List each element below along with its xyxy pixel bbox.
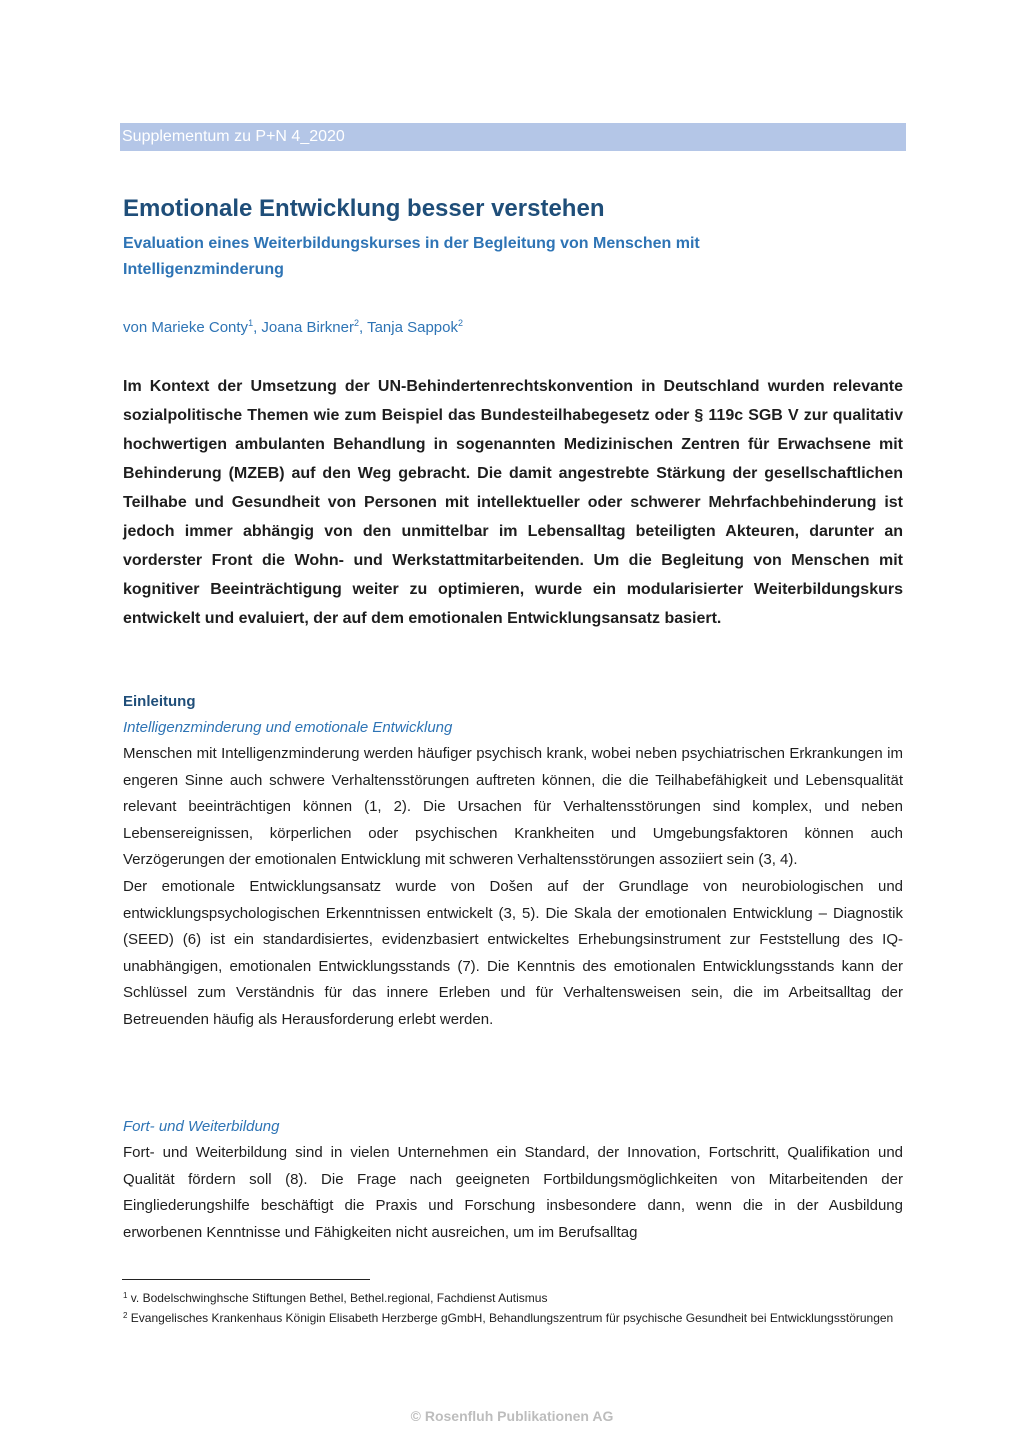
author-affiliation-ref: 1 [248,318,254,328]
section-training [123,1114,903,1246]
body-paragraph: Fort- und Weiterbildung sind in vielen Unternehmen ein Standard, der Innovation, Fortschritt, Qualifikation und Qualität fördern soll (8). Die Frage nach geeigneten Fortbildungsmöglichkeiten von Mitarbeitenden der Eingliederungshilfe beschäftigt die Praxis und Forschung insbesondere dann, wenn die in der Ausbildung erworbenen Kenntnisse und Fähigkeiten nicht ausreichen, um im Berufsalltag [123,1144,903,1241]
byline-prefix: von [123,319,152,336]
section-heading: Einleitung [123,693,196,710]
footnote-ref: 2 [123,1311,128,1320]
footnotes [123,1289,903,1329]
author-affiliation-ref: 2 [457,318,463,328]
author-name: Joana Birkner [261,319,354,336]
section-subheading: Intelligenzminderung und emotionale Entwicklung [123,719,453,736]
author-affiliation-ref: 2 [353,318,359,328]
author-separator: , [253,319,262,336]
article-subtitle: Evaluation eines Weiterbildungskurses in der Begleitung von Menschen mit Intelligenzminderung [123,235,700,278]
article-abstract: Im Kontext der Umsetzung der UN-Behindertenrechtskonvention in Deutschland wurden relevante sozialpolitische Themen wie zum Beispiel das Bundesteilhabegesetz oder § 119c SGB V zur qualitativ hochwertigen ambulanten Behandlung in sogenannten Medizinischen Zentren für Erwachsene mit Behinderung (MZEB) auf den Weg gebracht. Die damit angestrebte Stärkung der gesellschaftlichen Teilhabe und Gesundheit von Personen mit intellektueller oder schwerer Mehrfachbehinderung ist jedoch immer abhängig von den unmittelbar im Lebensalltag beteiligten Akteuren, darunter an vorderster Front die Wohn- und Werkstattmitarbeitenden. Um die Begleitung von Menschen mit kognitiver Beeinträchtigung weiter zu optimieren, wurde ein modularisierter Weiterbildungskurs entwickelt und evaluiert, der auf dem emotionalen Entwicklungsansatz basiert. [123,378,903,627]
author-separator: , [359,319,368,336]
author-name: Tanja Sappok [367,319,458,336]
section-subheading: Fort- und Weiterbildung [123,1118,280,1135]
author-byline [123,317,463,339]
section-introduction [123,689,903,1034]
footnote-text: v. Bodelschwinghsche Stiftungen Bethel, Bethel.regional, Fachdienst Autismus [127,1291,548,1305]
copyright-notice: © Rosenfluh Publikationen AG [410,1408,614,1424]
footnote-text: Evangelisches Krankenhaus Königin Elisabeth Herzberge gGmbH, Behandlungszentrum für psychische Gesundheit bei Entwicklungsstörungen [127,1311,894,1325]
footnote [123,1309,903,1328]
footnote-divider [122,1279,370,1280]
article-title: Emotionale Entwicklung besser verstehen [123,195,605,222]
footnote [123,1289,903,1308]
body-paragraph: Menschen mit Intelligenzminderung werden häufiger psychisch krank, wobei neben psychiatrischen Erkrankungen im engeren Sinne auch schwere Verhaltensstörungen auftreten können, die die Teilhabefähigkeit und Lebensqualität relevant beeinträchtigen können (1, 2). Die Ursachen für Verhaltensstörungen sind komplex, und neben Lebensereignissen, körperlichen oder psychischen Krankheiten und Umgebungsfaktoren können auch Verzögerungen der emotionalen Entwicklung mit schweren Verhaltensstörungen assoziiert sein (3, 4). [123,745,903,869]
footnote-ref: 1 [123,1291,128,1300]
body-paragraph: Der emotionale Entwicklungsansatz wurde von Došen auf der Grundlage von neurobiologischen und entwicklungspsychologischen Erkenntnissen entwickelt (3, 5). Die Skala der emotionalen Entwicklung – Diagnostik (SEED) (6) ist ein standardisiertes, evidenzbasiert entwickeltes Erhebungsinstrument zur Feststellung des IQ-unabhängigen, emotionalen Entwicklungsstands (7). Die Kenntnis des emotionalen Entwicklungsstands kann der Schlüssel zum Verständnis für das innere Erleben und für Verhaltensweisen sein, die im Arbeitsalltag der Betreuenden häufig als Herausforderung erlebt werden. [123,877,903,1028]
author-name: Marieke Conty [151,319,249,336]
journal-banner: Supplementum zu P+N 4_2020 [120,123,906,151]
